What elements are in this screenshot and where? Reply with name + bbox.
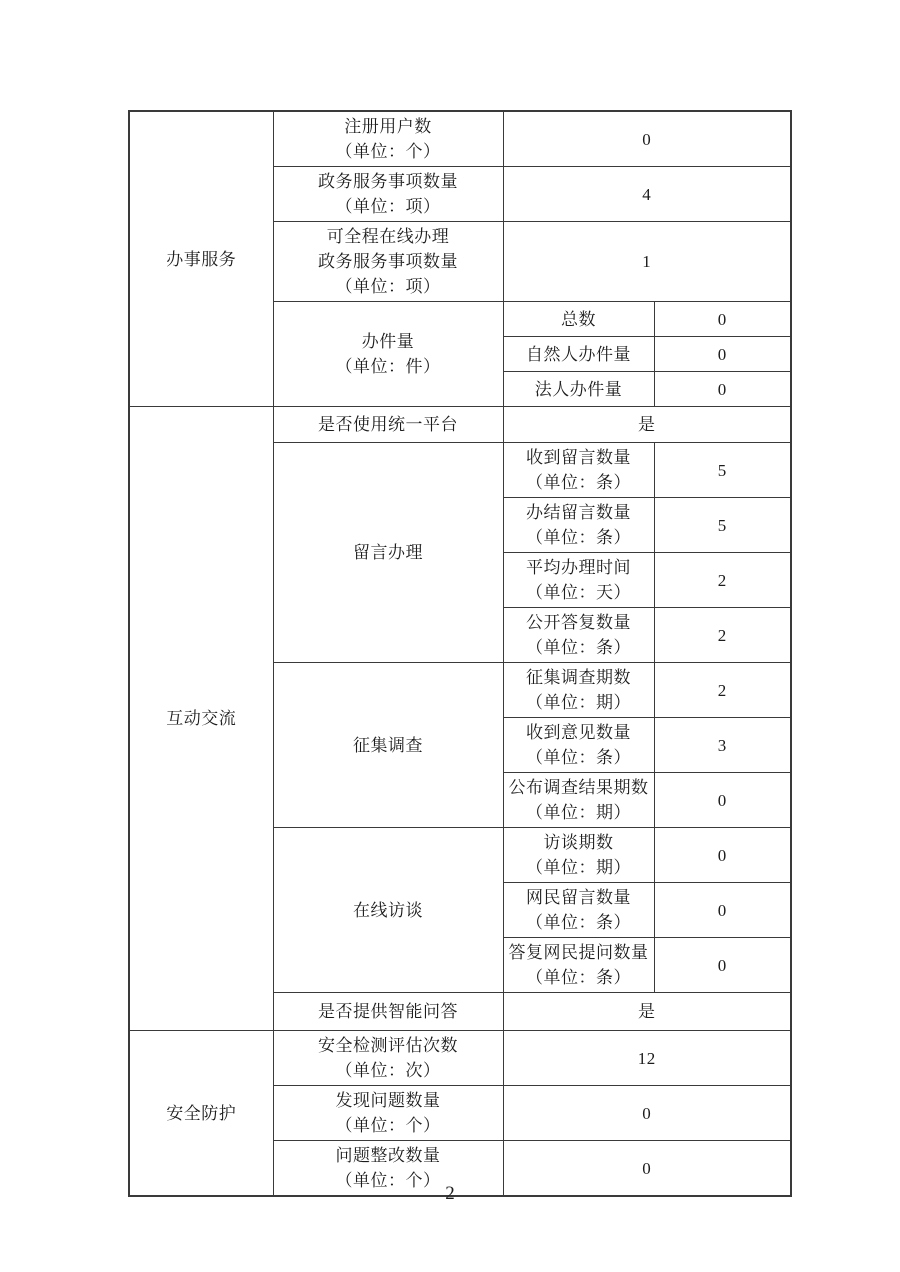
metric-unit: （单位：项） <box>335 277 441 296</box>
section-cell-banshifuwu: 办事服务 <box>129 111 273 407</box>
submetric-value: 0 <box>654 938 791 993</box>
metric-cell <box>273 1086 503 1141</box>
metric-value: 是 <box>503 407 791 443</box>
metric-cell-liuyanbanli: 留言办理 <box>273 443 503 663</box>
submetric-unit: （单位：天） <box>526 583 631 602</box>
metric-value: 是 <box>503 993 791 1031</box>
submetric-unit: （单位：条） <box>526 968 631 987</box>
submetric-value: 0 <box>654 773 791 828</box>
submetric-unit: （单位：期） <box>526 858 631 877</box>
metric-value: 1 <box>503 222 791 302</box>
table-row <box>129 111 791 167</box>
submetric-label: 办结留言数量 <box>526 503 631 522</box>
metric-label: 问题整改数量 <box>335 1146 441 1165</box>
submetric-label: 公布调查结果期数 <box>508 778 649 797</box>
metric-value: 0 <box>503 111 791 167</box>
metric-value: 0 <box>503 1086 791 1141</box>
metric-label: 发现问题数量 <box>335 1091 441 1110</box>
submetric-cell <box>503 883 654 938</box>
submetric-cell <box>503 498 654 553</box>
submetric-label: 收到意见数量 <box>526 723 631 742</box>
submetric-unit: （单位：条） <box>526 473 631 492</box>
submetric-value: 2 <box>654 663 791 718</box>
metric-label: 安全检测评估次数 <box>318 1036 458 1055</box>
submetric-label: 答复网民提问数量 <box>508 943 649 962</box>
metric-unit: （单位：个） <box>335 1171 441 1190</box>
submetric-value: 2 <box>654 553 791 608</box>
metric-unit: （单位：件） <box>335 357 441 376</box>
metric-cell-zaixianfangtan: 在线访谈 <box>273 828 503 993</box>
table-row <box>129 407 791 443</box>
metric-cell-banjianliang <box>273 302 503 407</box>
submetric-unit: （单位：条） <box>526 748 631 767</box>
metric-label: 政务服务事项数量 <box>318 172 458 191</box>
submetric-label: 网民留言数量 <box>526 888 631 907</box>
submetric-unit: （单位：期） <box>526 693 631 712</box>
metric-unit: （单位：个） <box>335 1116 441 1135</box>
submetric-value: 0 <box>654 337 791 372</box>
submetric-cell <box>503 938 654 993</box>
metric-label: 是否提供智能问答 <box>273 993 503 1031</box>
submetric-value: 3 <box>654 718 791 773</box>
submetric-value: 0 <box>654 302 791 337</box>
metric-label: 办件量 <box>361 332 415 351</box>
submetric-unit: （单位：条） <box>526 913 631 932</box>
submetric-cell <box>503 443 654 498</box>
submetric-value: 0 <box>654 372 791 407</box>
submetric-unit: （单位：条） <box>526 528 631 547</box>
section-cell-hudongjiaoliu: 互动交流 <box>129 407 273 1031</box>
submetric-label: 平均办理时间 <box>526 558 631 577</box>
submetric-value: 0 <box>654 828 791 883</box>
section-cell-anquanfanghu: 安全防护 <box>129 1031 273 1197</box>
submetric-unit: （单位：期） <box>526 803 631 822</box>
metric-value: 12 <box>503 1031 791 1086</box>
annual-report-table <box>128 110 792 1197</box>
metric-label: 是否使用统一平台 <box>273 407 503 443</box>
submetric-label: 自然人办件量 <box>503 337 654 372</box>
metric-cell <box>273 167 503 222</box>
submetric-value: 5 <box>654 443 791 498</box>
metric-value: 0 <box>503 1141 791 1197</box>
metric-cell <box>273 1031 503 1086</box>
submetric-label: 总数 <box>503 302 654 337</box>
metric-cell <box>273 222 503 302</box>
submetric-value: 5 <box>654 498 791 553</box>
metric-cell-zhengjidiaocha: 征集调查 <box>273 663 503 828</box>
submetric-cell <box>503 608 654 663</box>
submetric-label: 收到留言数量 <box>526 448 631 467</box>
metric-label: 政务服务事项数量 <box>318 252 458 271</box>
submetric-cell <box>503 553 654 608</box>
submetric-unit: （单位：条） <box>526 638 631 657</box>
metric-unit: （单位：次） <box>335 1061 441 1080</box>
submetric-cell <box>503 773 654 828</box>
metric-cell <box>273 111 503 167</box>
metric-value: 4 <box>503 167 791 222</box>
submetric-label: 征集调查期数 <box>526 668 631 687</box>
table-row <box>129 1031 791 1086</box>
metric-label: 注册用户数 <box>344 117 432 136</box>
submetric-cell <box>503 663 654 718</box>
submetric-cell <box>503 718 654 773</box>
submetric-cell <box>503 828 654 883</box>
submetric-value: 2 <box>654 608 791 663</box>
metric-unit: （单位：项） <box>335 197 441 216</box>
metric-label: 可全程在线办理 <box>326 227 450 246</box>
metric-unit: （单位：个） <box>335 142 441 161</box>
submetric-label: 法人办件量 <box>503 372 654 407</box>
submetric-value: 0 <box>654 883 791 938</box>
page-number: 2 <box>445 1183 455 1204</box>
submetric-label: 访谈期数 <box>543 833 614 852</box>
submetric-label: 公开答复数量 <box>526 613 631 632</box>
